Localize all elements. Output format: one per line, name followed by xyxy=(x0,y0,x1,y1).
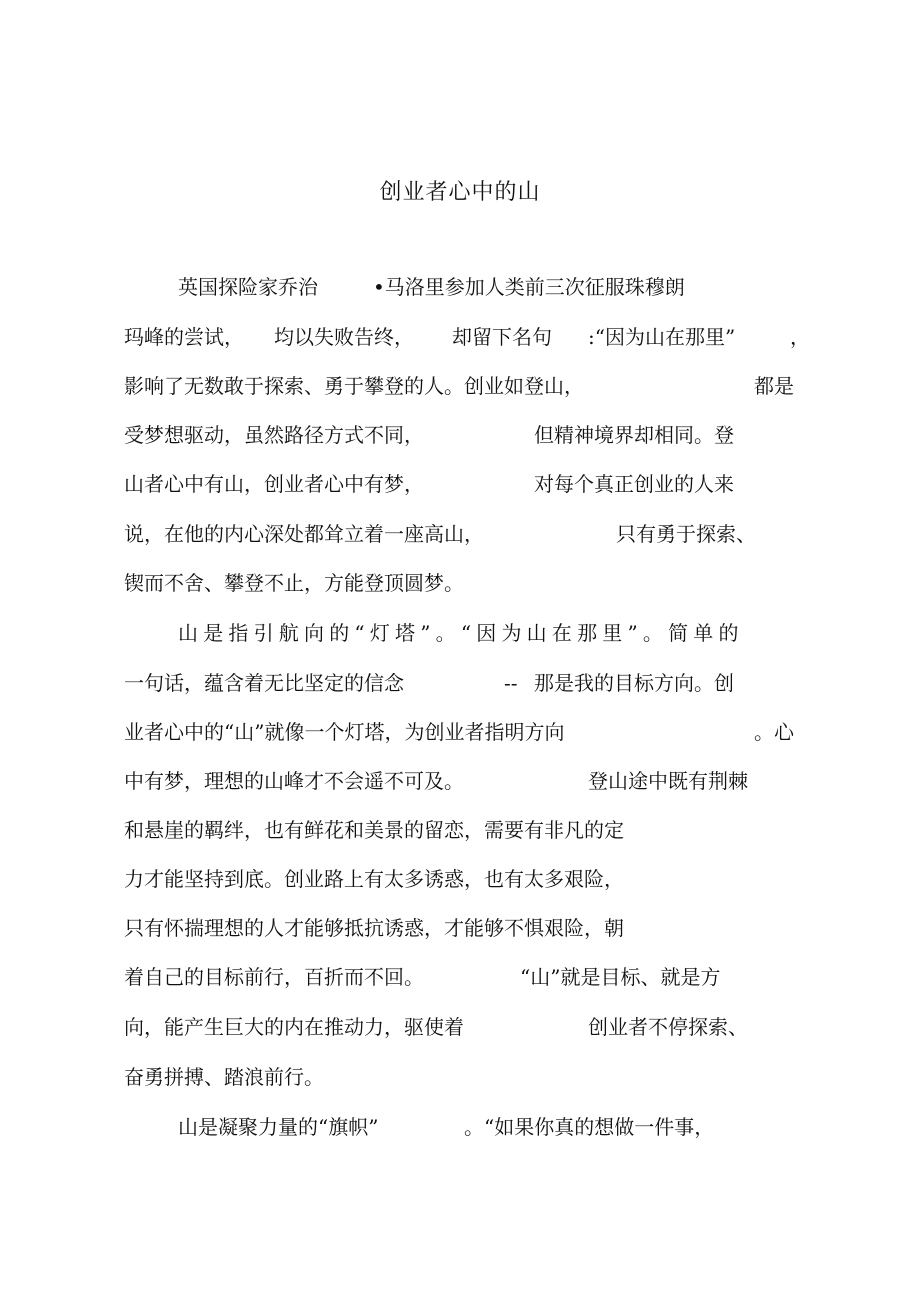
paragraph-1-line-1 xyxy=(0,270,920,304)
text-segment: 和悬崖的羁绊，也有鲜花和美景的留恋，需要有非凡的定 xyxy=(124,818,624,842)
text-segment: 山是凝聚力量的“旗帜” xyxy=(178,1115,379,1139)
paragraph-1-line-3 xyxy=(0,369,920,403)
paragraph-2-line-10 xyxy=(0,1060,920,1094)
text-segment: 受梦想驱动，虽然路径方式不同， xyxy=(124,423,424,447)
text-segment: 力才能坚持到底。创业路上有太多诱惑，也有太多艰险， xyxy=(124,867,624,891)
text-segment: 但精神境界却相同。登 xyxy=(534,423,734,447)
text-segment: 。心 xyxy=(754,720,794,744)
text-segment: 山者心中有山，创业者心中有梦， xyxy=(124,472,424,496)
paragraph-2-line-7 xyxy=(0,911,920,945)
text-segment: 说，在他的内心深处都耸立着一座高山， xyxy=(124,522,484,546)
text-segment: :“因为山在那里” xyxy=(588,325,736,349)
text-segment: 山是指引航向的“灯塔”。“因为山在那里”。简单的 xyxy=(178,621,744,645)
text-segment: 却留下名句 xyxy=(452,325,552,349)
text-segment: 只有怀揣理想的人才能够抵抗诱惑，才能够不惧艰险，朝 xyxy=(124,916,624,940)
text-segment: 均以失败告终， xyxy=(274,325,414,349)
paragraph-2-line-3 xyxy=(0,715,920,749)
text-segment: 对每个真正创业的人来 xyxy=(534,472,734,496)
text-segment: 着自己的目标前行，百折而不回。 xyxy=(124,965,424,989)
document-title: 创业者心中的山 xyxy=(379,180,541,205)
text-segment: 创业者不停探索、 xyxy=(588,1015,748,1039)
paragraph-1-line-7 xyxy=(0,566,920,600)
paragraph-3-line-1 xyxy=(0,1110,920,1144)
text-segment: 奋勇拼搏、踏浪前行。 xyxy=(124,1065,324,1089)
text-segment: 那是我的目标方向。创 xyxy=(534,671,734,695)
text-segment: 玛峰的尝试， xyxy=(124,325,244,349)
paragraph-1-line-5 xyxy=(0,467,920,501)
paragraph-2-line-4 xyxy=(0,764,920,798)
text-segment: 一句话，蕴含着无比坚定的信念 xyxy=(124,671,404,695)
paragraph-1-line-2 xyxy=(0,320,920,354)
text-segment: 登山途中既有荆棘 xyxy=(588,769,748,793)
text-segment: “山”就是目标、就是方 xyxy=(520,965,721,989)
paragraph-1-line-6 xyxy=(0,517,920,551)
text-segment: 向，能产生巨大的内在推动力，驱使着 xyxy=(124,1015,464,1039)
paragraph-2-line-2 xyxy=(0,666,920,700)
paragraph-2-line-1 xyxy=(0,616,920,650)
text-segment: 英国探险家乔治 xyxy=(178,275,318,299)
paragraph-2-line-6 xyxy=(0,862,920,896)
text-segment: •马洛里参加人类前三次征服珠穆朗 xyxy=(373,275,685,299)
paragraph-1-line-4 xyxy=(0,418,920,452)
text-segment: 业者心中的“山”就像一个灯塔，为创业者指明方向 xyxy=(124,720,565,744)
text-segment: 。“如果你真的想做一件事， xyxy=(464,1115,715,1139)
text-segment: 锲而不舍、攀登不止，方能登顶圆梦。 xyxy=(124,571,464,595)
text-segment: -- xyxy=(504,671,518,695)
text-segment: 都是 xyxy=(754,374,794,398)
paragraph-2-line-5 xyxy=(0,813,920,847)
text-segment: 中有梦，理想的山峰才不会遥不可及。 xyxy=(124,769,464,793)
text-segment: ， xyxy=(790,325,810,349)
text-segment: 影响了无数敢于探索、勇于攀登的人。创业如登山， xyxy=(124,374,584,398)
paragraph-2-line-9 xyxy=(0,1010,920,1044)
text-segment: 只有勇于探索、 xyxy=(616,522,756,546)
paragraph-2-line-8 xyxy=(0,960,920,994)
